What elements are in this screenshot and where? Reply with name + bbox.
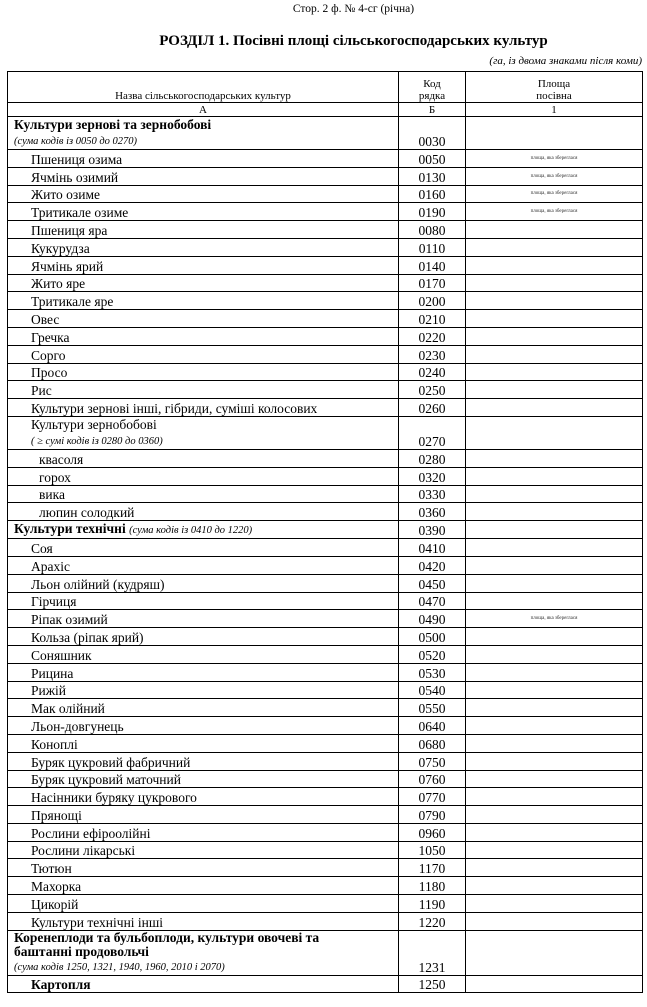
row-code: 1050 xyxy=(399,841,466,859)
table-row xyxy=(8,681,643,699)
sown-area-cell[interactable] xyxy=(466,521,643,539)
crop-name xyxy=(8,117,399,150)
sum-note: (сума кодів із 0050 до 0270) xyxy=(14,136,138,147)
crop-name xyxy=(8,645,399,663)
crop-title: Соняшник xyxy=(31,647,92,663)
table-row xyxy=(8,556,643,574)
table-row xyxy=(8,734,643,752)
row-code: 0540 xyxy=(399,681,466,699)
crop-title: Рижій xyxy=(31,683,67,699)
crop-name xyxy=(8,770,399,788)
crop-name xyxy=(8,345,399,363)
table-row xyxy=(8,806,643,824)
header-row-code: Код рядка xyxy=(399,72,466,103)
crop-title: Мак олійний xyxy=(31,701,105,717)
sown-area-cell[interactable] xyxy=(466,256,643,274)
crop-title: Культури зернові інші, гібриди, суміші колосових xyxy=(31,400,318,416)
sown-area-cell[interactable] xyxy=(466,539,643,557)
table-row xyxy=(8,663,643,681)
sown-area-cell[interactable] xyxy=(466,975,643,993)
crop-name xyxy=(8,381,399,399)
crop-title: Гірчиця xyxy=(31,594,77,610)
table-row xyxy=(8,503,643,521)
crop-title: Культури зернобобові xyxy=(31,416,157,432)
row-code: 0360 xyxy=(399,503,466,521)
table-row xyxy=(8,788,643,806)
table-row xyxy=(8,521,643,539)
crop-name xyxy=(8,521,399,539)
crop-title: Махорка xyxy=(31,879,82,895)
sown-area-cell[interactable] xyxy=(466,930,643,975)
sown-area-cell[interactable]: площа, яка збереглася xyxy=(466,610,643,628)
sown-area-cell[interactable] xyxy=(466,912,643,930)
sum-note: ( ≥ сумі кодів із 0280 до 0360) xyxy=(31,435,163,447)
table-row xyxy=(8,185,643,203)
table-row xyxy=(8,363,643,381)
crop-title: Картопля xyxy=(31,977,91,993)
table-row xyxy=(8,238,643,256)
header-crop-name: Назва сільськогосподарських культур xyxy=(8,72,399,103)
row-code: 0680 xyxy=(399,734,466,752)
table-row xyxy=(8,895,643,913)
row-code: 0500 xyxy=(399,628,466,646)
crop-name xyxy=(8,539,399,557)
table-row xyxy=(8,859,643,877)
crop-title: Прянощі xyxy=(31,807,82,823)
sown-area-cell[interactable] xyxy=(466,310,643,328)
row-code: 0250 xyxy=(399,381,466,399)
crop-title: Культури технічні інші xyxy=(31,914,164,930)
crop-title: Жито озиме xyxy=(31,187,101,203)
sown-area-cell[interactable] xyxy=(466,556,643,574)
row-code: 0190 xyxy=(399,203,466,221)
sown-area-cell[interactable] xyxy=(466,699,643,717)
sown-area-cell[interactable] xyxy=(466,877,643,895)
crop-name xyxy=(8,503,399,521)
row-code: 0240 xyxy=(399,363,466,381)
crop-title: Рослини ефіроолійні xyxy=(31,825,151,841)
crop-title: Цикорій xyxy=(31,896,79,912)
sown-area-cell[interactable] xyxy=(466,841,643,859)
crop-title: Соя xyxy=(31,540,53,556)
sown-area-cell[interactable] xyxy=(466,449,643,467)
crop-title: Рис xyxy=(31,383,52,399)
page-reference: Стор. 2 ф. № 4-сг (річна) xyxy=(292,3,415,15)
row-code: 0200 xyxy=(399,292,466,310)
row-code: 1170 xyxy=(399,859,466,877)
sown-area-cell[interactable] xyxy=(466,238,643,256)
sown-area-cell[interactable] xyxy=(466,823,643,841)
sown-area-cell[interactable] xyxy=(466,592,643,610)
row-code: 0160 xyxy=(399,185,466,203)
crop-title: Буряк цукровий фабричний xyxy=(31,754,191,770)
table-row xyxy=(8,416,643,449)
table-row xyxy=(8,292,643,310)
sown-area-cell[interactable] xyxy=(466,574,643,592)
row-code: 1250 xyxy=(399,975,466,993)
column-letters-row xyxy=(8,103,643,117)
crop-title: горох xyxy=(39,469,71,485)
table-row xyxy=(8,610,643,628)
row-code: 0770 xyxy=(399,788,466,806)
sown-area-cell[interactable] xyxy=(466,274,643,292)
crop-title: Пшениця яра xyxy=(31,222,108,238)
table-row xyxy=(8,592,643,610)
row-code: 0790 xyxy=(399,806,466,824)
units-note: (га, із двома знаками після коми) xyxy=(489,55,642,67)
crop-title: баштанні продовольчі xyxy=(14,943,149,959)
row-code: 0320 xyxy=(399,467,466,485)
sown-area-cell[interactable] xyxy=(466,734,643,752)
row-code: 0050 xyxy=(399,150,466,168)
crop-name xyxy=(8,788,399,806)
table-row xyxy=(8,975,643,993)
row-code: 0750 xyxy=(399,752,466,770)
table-row xyxy=(8,628,643,646)
table-row xyxy=(8,485,643,503)
crop-name xyxy=(8,752,399,770)
table-row xyxy=(8,841,643,859)
row-code: 0080 xyxy=(399,221,466,239)
table-row xyxy=(8,574,643,592)
row-code: 0260 xyxy=(399,399,466,417)
crop-title: Кольза (ріпак ярий) xyxy=(31,629,144,645)
table-row xyxy=(8,203,643,221)
table-row xyxy=(8,877,643,895)
table-row xyxy=(8,310,643,328)
crop-title: Рослини лікарські xyxy=(31,843,136,859)
crop-name xyxy=(8,930,399,975)
crop-name xyxy=(8,841,399,859)
row-code: 0390 xyxy=(399,521,466,539)
crop-name xyxy=(8,327,399,345)
crop-name xyxy=(8,699,399,717)
table-row xyxy=(8,345,643,363)
sown-area-cell[interactable] xyxy=(466,806,643,824)
crop-name xyxy=(8,203,399,221)
crop-name xyxy=(8,663,399,681)
sown-area-cell[interactable] xyxy=(466,327,643,345)
sown-area-cell[interactable] xyxy=(466,292,643,310)
sown-area-cell[interactable] xyxy=(466,345,643,363)
crop-name xyxy=(8,681,399,699)
table-row xyxy=(8,150,643,168)
row-code: 0520 xyxy=(399,645,466,663)
table-row xyxy=(8,167,643,185)
row-code: 0410 xyxy=(399,539,466,557)
crop-title: Арахіс xyxy=(31,558,70,574)
letter-1: 1 xyxy=(466,103,643,117)
crop-title: Льон-довгунець xyxy=(31,718,124,734)
row-code: 0030 xyxy=(399,117,466,150)
crop-name xyxy=(8,592,399,610)
crop-name xyxy=(8,467,399,485)
crop-title: Рицина xyxy=(31,665,74,681)
row-code: 0550 xyxy=(399,699,466,717)
letter-a: А xyxy=(8,103,399,117)
table-row xyxy=(8,274,643,292)
sown-area-cell[interactable] xyxy=(466,485,643,503)
sown-area-cell[interactable] xyxy=(466,895,643,913)
crop-title: Ячмінь ярий xyxy=(31,258,104,274)
header-sown-area: Площа посівна xyxy=(466,72,643,103)
sown-area-cell[interactable]: площа, яка збереглася xyxy=(466,185,643,203)
sown-area-cell[interactable]: площа, яка збереглася xyxy=(466,150,643,168)
table-row xyxy=(8,770,643,788)
crop-title: квасоля xyxy=(39,451,84,467)
sown-area-cell[interactable] xyxy=(466,416,643,449)
table-row xyxy=(8,717,643,735)
table-row xyxy=(8,327,643,345)
sown-area-cell[interactable] xyxy=(466,770,643,788)
sown-area-cell[interactable] xyxy=(466,221,643,239)
crop-title: Сорго xyxy=(31,347,66,363)
sown-area-cell[interactable] xyxy=(466,399,643,417)
sown-area-cell[interactable] xyxy=(466,681,643,699)
crop-name xyxy=(8,556,399,574)
sown-area-cell[interactable] xyxy=(466,788,643,806)
crop-title: Тритикале озиме xyxy=(31,205,129,221)
crop-title: Культури зернові та зернобобові xyxy=(14,117,212,132)
crop-name xyxy=(8,150,399,168)
crop-title: вика xyxy=(39,487,65,503)
crop-title: Льон олійний (кудряш) xyxy=(31,576,165,592)
crop-title: Культури технічні xyxy=(14,521,126,537)
sown-area-cell[interactable]: площа, яка збереглася xyxy=(466,167,643,185)
crop-name xyxy=(8,449,399,467)
table-row xyxy=(8,539,643,557)
table-row xyxy=(8,449,643,467)
row-code: 0420 xyxy=(399,556,466,574)
crop-name xyxy=(8,363,399,381)
crop-name xyxy=(8,895,399,913)
crop-name xyxy=(8,185,399,203)
row-code: 0960 xyxy=(399,823,466,841)
crop-title: люпин солодкий xyxy=(39,505,135,521)
sum-note: (сума кодів 1250, 1321, 1940, 1960, 2010 і 2070) xyxy=(14,961,225,973)
crop-title: Тритикале яре xyxy=(31,294,114,310)
crop-title: Жито яре xyxy=(31,276,86,292)
crop-title: Ріпак озимий xyxy=(31,612,108,628)
crop-name xyxy=(8,734,399,752)
row-code: 0470 xyxy=(399,592,466,610)
crop-title: Ячмінь озимий xyxy=(31,169,119,185)
sum-note: (сума кодів із 0410 до 1220) xyxy=(129,525,253,537)
crop-title: Кукурудза xyxy=(31,240,90,256)
crop-title: Коренеплоди та бульбоплоди, культури овочеві та xyxy=(14,929,320,945)
crop-name xyxy=(8,628,399,646)
crop-name xyxy=(8,610,399,628)
sown-area-table xyxy=(7,71,643,993)
sown-area-cell[interactable] xyxy=(466,363,643,381)
crop-title: Коноплі xyxy=(31,736,78,752)
row-code: 1180 xyxy=(399,877,466,895)
sown-area-cell[interactable] xyxy=(466,467,643,485)
row-code: 0130 xyxy=(399,167,466,185)
row-code: 0220 xyxy=(399,327,466,345)
crop-name xyxy=(8,859,399,877)
crop-name xyxy=(8,274,399,292)
crop-name xyxy=(8,292,399,310)
sown-area-cell[interactable] xyxy=(466,859,643,877)
row-code: 0210 xyxy=(399,310,466,328)
row-code: 1190 xyxy=(399,895,466,913)
sown-area-cell[interactable] xyxy=(466,117,643,150)
crop-name xyxy=(8,256,399,274)
table-row xyxy=(8,221,643,239)
row-code: 0270 xyxy=(399,416,466,449)
table-row xyxy=(8,467,643,485)
row-code: 1231 xyxy=(399,930,466,975)
row-code: 0450 xyxy=(399,574,466,592)
table-row xyxy=(8,912,643,930)
row-code: 0530 xyxy=(399,663,466,681)
table-row xyxy=(8,256,643,274)
row-code: 0330 xyxy=(399,485,466,503)
row-code: 0230 xyxy=(399,345,466,363)
sown-area-cell[interactable] xyxy=(466,381,643,399)
crop-title: Гречка xyxy=(31,329,70,345)
crop-name xyxy=(8,717,399,735)
sown-area-cell[interactable] xyxy=(466,717,643,735)
table-row xyxy=(8,930,643,975)
sown-area-cell[interactable]: площа, яка збереглася xyxy=(466,203,643,221)
sown-area-cell[interactable] xyxy=(466,752,643,770)
crop-title: Пшениця озима xyxy=(31,151,123,167)
table-row xyxy=(8,381,643,399)
table-row xyxy=(8,752,643,770)
sown-area-cell[interactable] xyxy=(466,503,643,521)
crop-name xyxy=(8,310,399,328)
table-row xyxy=(8,823,643,841)
row-code: 0110 xyxy=(399,238,466,256)
table-row xyxy=(8,399,643,417)
crop-name xyxy=(8,416,399,449)
row-code: 0280 xyxy=(399,449,466,467)
row-code: 0760 xyxy=(399,770,466,788)
crop-title: Овес xyxy=(31,311,60,327)
crop-title: Тютюн xyxy=(31,861,72,877)
crop-name xyxy=(8,167,399,185)
sown-area-cell[interactable] xyxy=(466,628,643,646)
row-code: 0640 xyxy=(399,717,466,735)
crop-name xyxy=(8,823,399,841)
table-row xyxy=(8,699,643,717)
row-code: 0170 xyxy=(399,274,466,292)
crop-name xyxy=(8,238,399,256)
crop-name xyxy=(8,485,399,503)
crop-name xyxy=(8,806,399,824)
row-code: 1220 xyxy=(399,912,466,930)
sown-area-cell[interactable] xyxy=(466,663,643,681)
crop-title: Насінники буряку цукрового xyxy=(31,790,197,806)
crop-name xyxy=(8,399,399,417)
sown-area-cell[interactable] xyxy=(466,645,643,663)
table-row xyxy=(8,117,643,150)
crop-name xyxy=(8,975,399,993)
crop-name xyxy=(8,912,399,930)
crop-name xyxy=(8,574,399,592)
table-header-row xyxy=(8,72,643,103)
crop-name xyxy=(8,221,399,239)
row-code: 0140 xyxy=(399,256,466,274)
row-code: 0490 xyxy=(399,610,466,628)
letter-b: Б xyxy=(399,103,466,117)
crop-title: Просо xyxy=(31,365,68,381)
section-title: РОЗДІЛ 1. Посівні площі сільськогосподарських культур xyxy=(159,33,548,49)
table-row xyxy=(8,645,643,663)
crop-title: Буряк цукровий маточний xyxy=(31,772,181,788)
crop-name xyxy=(8,877,399,895)
